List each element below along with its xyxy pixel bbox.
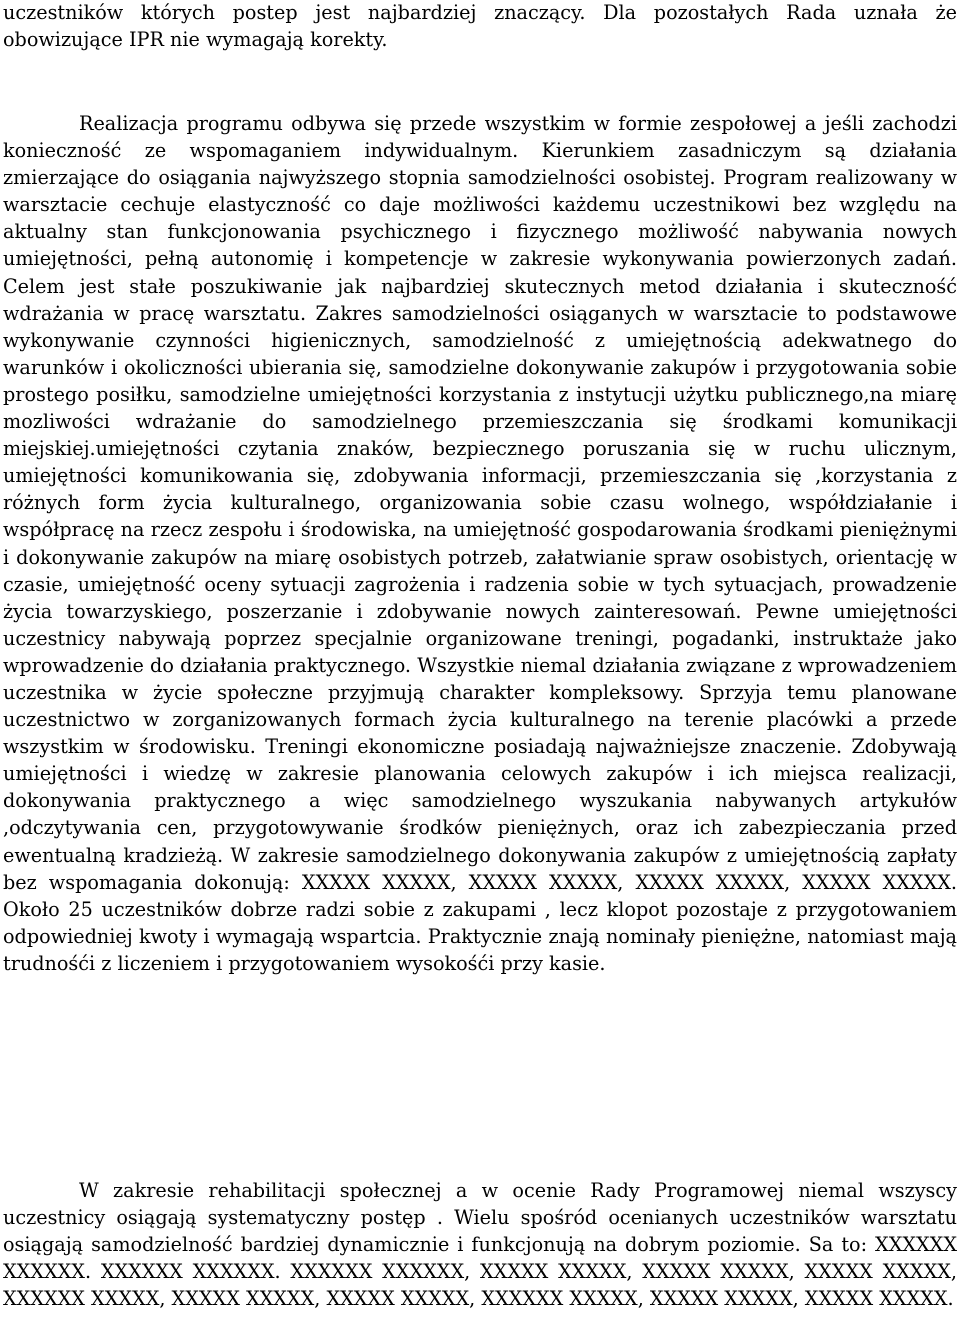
paragraph-program-realization: Realizacja programu odbywa się przede wszystkim w formie zespołowej a jeśli zachodzi konieczność ze wspomaganiem indywidualnym. Kierunkiem zasadniczym są działania zmierzające do osiągania najwyższego stopnia samodzielności osobistej. Program realizowany w warsztacie cechuje elastyczność co daje możliwości każdemu uczestnikowi bez względu na aktualny stan funkcjonowania psychicznego i fizycznego możliwość nabywania nowych umiejętności, pełną autonomię i kompetencje w zakresie wykonywania powierzonych zadań. Celem jest stałe poszukiwanie jak najbardziej skutecznych metod działania i skuteczność wdrażania w pracę warsztatu. Zakres samodzielności osiąganych w warsztacie to podstawowe wykonywanie czynności higienicznych, samodzielność z umiejętnością adekwatnego do warunków i okoliczności ubierania się, samodzielne dokonywanie zakupów i przygotowania sobie prostego posiłku, samodzielne umiejętności korzystania z instytucji użytku publicznego,na miarę mozliwości wdrażanie do samodzielnego przemieszczania się środkami komunikacji miejskiej.umiejętności czytania znaków, bezpiecznego poruszania się w ruchu ulicznym, umiejętności komunikowania się, zdobywania informacji, przemieszczania się ,korzystania z różnych form życia kulturalnego, organizowania sobie czasu wolnego, współdziałanie i współpracę na rzecz zespołu i środowiska, na umiejętność gospodarowania środkami pieniężnymi i dokonywanie zakupów na miarę osobistych potrzeb, załatwianie spraw osobistych, orientację w czasie, umiejętność oceny sytuacji zagrożenia i radzenia sobie w tych sytuacjach, prowadzenie życia towarzyskiego, poszerzanie i zdobywanie nowych zainteresowań. Pewne umiejętności uczestnicy nabywają poprzez specjalnie organizowane treningi, pogadanki, instruktaże jako wprowadzenie do działania praktycznego. Wszystkie niemal działania związane z wprowadzeniem uczestnika w życie społeczne przyjmują charakter kompleksowy. Sprzyja temu planowane uczestnictwo w zorganizowanych formach życia kulturalnego na terenie placówki a przede wszystkim w środowisku. Treningi ekonomiczne posiadają najważniejsze znaczenie. Zdobywają umiejętności i wiedzę w zakresie planowania celowych zakupów i ich miejsca realizacji, dokonywania praktycznego a więc samodzielnego wyszukania nabywanych artykułów ,odczytywania cen, przygotowywanie środków pieniężnych, oraz ich zabezpieczania przed ewentualną kradzieżą. W zakresie samodzielnego dokonywania zakupów z umiejętnością zapłaty bez wspomagania dokonują: XXXXX XXXXX, XXXXX XXXXX, XXXXX XXXXX, XXXXX XXXXX. Około 25 uczestników dobrze radzi sobie z zakupami , lecz klopot pozostaje z przygotowaniem odpowiedniej kwoty i wymagają wspartcia. Praktycznie znają nominały pieniężne, natomiast mają trudnośći z liczeniem i przygotowaniem wysokośći przy kasie. [3, 112, 957, 975]
paragraph-continuation: uczestników których postep jest najbardziej znaczący. Dla pozostałych Rada uznała że obowizujące IPR nie wymagają korekty. [3, 1, 957, 52]
paragraph-social-rehabilitation: W zakresie rehabilitacji społecznej a w ocenie Rady Programowej niemal wszyscy uczestnicy osiągają systematyczny postęp . Wielu spośród ocenianych uczestników warsztatu osiągają samodzielność bardziej dynamicznie i funkcjonują na dobrym poziomie. Sa to: XXXXXX XXXXXX. XXXXXX XXXXXX. XXXXXX XXXXXX, XXXXX XXXXX, XXXXX XXXXX, XXXXX XXXXX, XXXXXX XXXXX, XXXXX XXXXX, XXXXX XXXXX, XXXXXX XXXXX, XXXXX XXXXX, XXXXX XXXXX. [3, 1179, 957, 1311]
